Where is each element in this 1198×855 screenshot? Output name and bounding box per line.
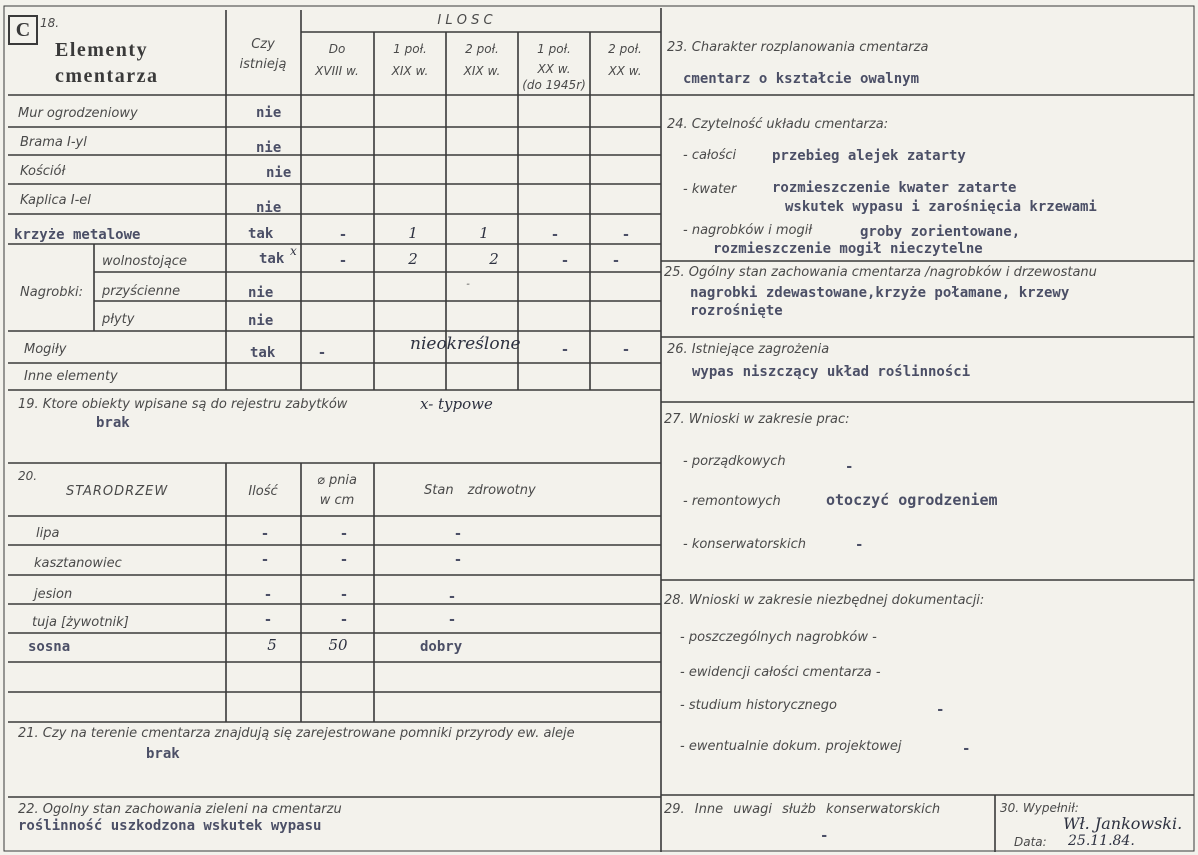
tree-qty-kasztanowiec: - — [260, 552, 270, 568]
freestanding-val-3: 2 — [489, 250, 499, 268]
exists-header-2: istnieją — [239, 57, 287, 72]
freestanding-val-1: - — [338, 253, 348, 269]
health-status-header: Stan zdrowotny — [424, 483, 536, 498]
wall-mounted-val-3: - — [466, 279, 470, 290]
row-label-graves: Mogiły — [24, 342, 67, 357]
docs-inventory-label: - ewidencji całości cmentarza - — [680, 665, 881, 680]
period-4-line1: 1 poł. — [537, 42, 571, 56]
trunk-diameter-header-2: w cm — [319, 493, 355, 508]
row-exists-slabs: nie — [248, 313, 274, 329]
period-1-line1: Do — [328, 42, 346, 56]
section-19-label: 19. Ktore obiekty wpisane są do rejestru zabytków — [18, 397, 348, 412]
row-exists-graves: tak — [250, 345, 276, 361]
graves-val-5: - — [621, 342, 631, 358]
readability-quarters-value-1: rozmieszczenie kwater zatarte — [772, 180, 1017, 196]
graves-val-1: - — [317, 345, 327, 361]
trunk-diameter-header-1: ⌀ pnia — [316, 473, 358, 488]
filled-by-signature: Wł. Jankowski. — [1063, 814, 1183, 833]
elements-title-line1: Elementy — [55, 39, 149, 61]
tree-qty-lipa: - — [260, 526, 270, 542]
crosses-val-5: - — [621, 227, 631, 243]
tree-name-tuja: tuja [żywotnik] — [32, 615, 129, 630]
period-5-line2: XX w. — [608, 64, 642, 78]
readability-graves-value-2: rozmieszczenie mogił nieczytelne — [713, 241, 983, 257]
works-repair-label: - remontowych — [683, 494, 781, 509]
row-label-freestanding: wolnostojące — [102, 254, 187, 269]
tree-diam-tuja: - — [339, 612, 349, 628]
crosses-val-2: 1 — [408, 224, 418, 242]
readability-quarters-value-2: wskutek wypasu i zarośnięcia krzewami — [785, 199, 1097, 215]
period-4-line2: XX w. — [537, 62, 571, 76]
row-exists-wall: nie — [256, 105, 282, 121]
tree-status-kasztanowiec: - — [453, 552, 463, 568]
tree-name-kasztanowiec: kasztanowiec — [34, 556, 122, 571]
graves-val-4: - — [560, 342, 570, 358]
tree-quantity-header: Ilość — [248, 484, 278, 499]
tombstones-label: Nagrobki: — [20, 285, 84, 300]
row-label-wall-mounted: przyścienne — [102, 284, 181, 299]
section-21-label: 21. Czy na terenie cmentarza znajdują się zarejestrowane pomniki przyrody ew. aleje — [18, 726, 575, 741]
section-19-note: x- typowe — [420, 395, 493, 413]
works-conservation-label: - konserwatorskich — [683, 537, 806, 552]
docs-design-value: - — [962, 741, 971, 757]
section-26-label: 26. Istniejące zagrożenia — [667, 342, 830, 357]
section-20-number: 20. — [18, 469, 38, 483]
row-exists-church: nie — [266, 165, 292, 181]
readability-whole-label: - całości — [683, 148, 737, 163]
tree-diam-kasztanowiec: - — [339, 552, 349, 568]
readability-quarters-label: - kwater — [683, 182, 737, 197]
period-4-line3: (do 1945r) — [522, 78, 586, 92]
tree-status-sosna: dobry — [420, 639, 463, 655]
tree-qty-jesion: - — [263, 587, 273, 603]
period-3-line1: 2 poł. — [465, 42, 499, 56]
section-22-label: 22. Ogolny stan zachowania zieleni na cmentarzu — [18, 802, 342, 817]
tree-status-lipa: - — [453, 526, 463, 542]
tree-qty-sosna: 5 — [267, 636, 277, 654]
works-repair-value: otoczyć ogrodzeniem — [826, 491, 998, 509]
section-23-value: cmentarz o kształcie owalnym — [683, 71, 920, 87]
row-label-wall: Mur ogrodzeniowy — [18, 106, 138, 121]
old-trees-header: STARODRZEW — [66, 484, 169, 499]
section-22-value: roślinność uszkodzona wskutek wypasu — [18, 818, 322, 834]
card-letter: C — [8, 15, 38, 45]
section-27-label: 27. Wnioski w zakresie prac: — [664, 412, 850, 427]
tree-name-jesion: jesion — [34, 587, 73, 602]
row-exists-freestanding: tak — [259, 251, 285, 267]
row-label-metal-crosses: krzyże metalowe — [14, 227, 141, 243]
period-2-line2: XIX w. — [391, 64, 429, 78]
section-30-label: 30. Wypełnił: — [1000, 801, 1079, 815]
docs-history-value: - — [936, 702, 945, 718]
crosses-val-4: - — [550, 227, 560, 243]
typical-marker: x — [290, 244, 297, 258]
tree-diam-sosna: 50 — [328, 636, 348, 654]
elements-title-line2: cmentarza — [55, 65, 159, 87]
section-25-value-1: nagrobki zdewastowane,krzyże połamane, krzewy — [690, 285, 1070, 301]
exists-header-1: Czy — [251, 37, 275, 52]
readability-graves-label: - nagrobków i mogił — [683, 223, 813, 238]
tree-status-tuja: - — [447, 612, 457, 628]
freestanding-val-4: - — [560, 253, 570, 269]
readability-graves-value-1: groby zorientowane, — [860, 224, 1021, 240]
section-28-label: 28. Wnioski w zakresie niezbędnej dokumentacji: — [664, 593, 985, 608]
readability-whole-value: przebieg alejek zatarty — [772, 148, 966, 164]
date-value: 25.11.84. — [1068, 833, 1135, 849]
period-3-line2: XIX w. — [463, 64, 501, 78]
period-2-line1: 1 poł. — [393, 42, 427, 56]
row-exists-chapel: nie — [256, 200, 282, 216]
tree-diam-jesion: - — [339, 587, 349, 603]
row-exists-wall-mounted: nie — [248, 285, 274, 301]
section-24-label: 24. Czytelność układu cmentarza: — [667, 117, 889, 132]
graves-undetermined: nieokreślone — [410, 334, 521, 354]
section-18-number: 18. — [40, 16, 60, 30]
works-cleanup-value: - — [845, 459, 854, 475]
row-exists-metal-crosses: tak — [248, 226, 274, 242]
row-exists-gate: nie — [256, 140, 282, 156]
section-29-value: - — [820, 828, 829, 844]
quantity-header: I L O S C — [437, 13, 493, 28]
tree-diam-lipa: - — [339, 526, 349, 542]
date-label: Data: — [1014, 835, 1047, 849]
section-29-label: 29. Inne uwagi służb konserwatorskich — [664, 802, 941, 817]
tree-status-jesion: - — [447, 589, 457, 605]
freestanding-val-5: - — [611, 253, 621, 269]
crosses-val-1: - — [338, 227, 348, 243]
period-5-line1: 2 poł. — [608, 42, 642, 56]
docs-history-label: - studium historycznego — [680, 698, 837, 713]
period-1-line2: XVIII w. — [315, 64, 359, 78]
docs-design-label: - ewentualnie dokum. projektowej — [680, 739, 902, 754]
row-label-slabs: płyty — [102, 312, 135, 327]
row-label-gate: Brama I-yl — [20, 135, 87, 150]
section-25-label: 25. Ogólny stan zachowania cmentarza /nagrobków i drzewostanu — [664, 265, 1097, 280]
works-cleanup-label: - porządkowych — [683, 454, 786, 469]
section-21-value: brak — [146, 746, 180, 762]
docs-tombstones-label: - poszczególnych nagrobków - — [680, 630, 877, 645]
section-19-value: brak — [96, 415, 130, 431]
tree-qty-tuja: - — [263, 612, 273, 628]
row-label-other-elements: Inne elementy — [24, 369, 118, 384]
section-23-label: 23. Charakter rozplanowania cmentarza — [667, 40, 929, 55]
section-26-value: wypas niszczący układ roślinności — [692, 364, 971, 380]
tree-name-sosna: sosna — [28, 639, 71, 655]
section-25-value-2: rozrośnięte — [690, 303, 783, 319]
row-label-church: Kościół — [20, 164, 66, 179]
row-label-chapel: Kaplica I-el — [20, 193, 91, 208]
freestanding-val-2: 2 — [408, 250, 418, 268]
crosses-val-3: 1 — [479, 224, 489, 242]
tree-name-lipa: lipa — [36, 526, 60, 541]
works-conservation-value: - — [855, 537, 864, 553]
